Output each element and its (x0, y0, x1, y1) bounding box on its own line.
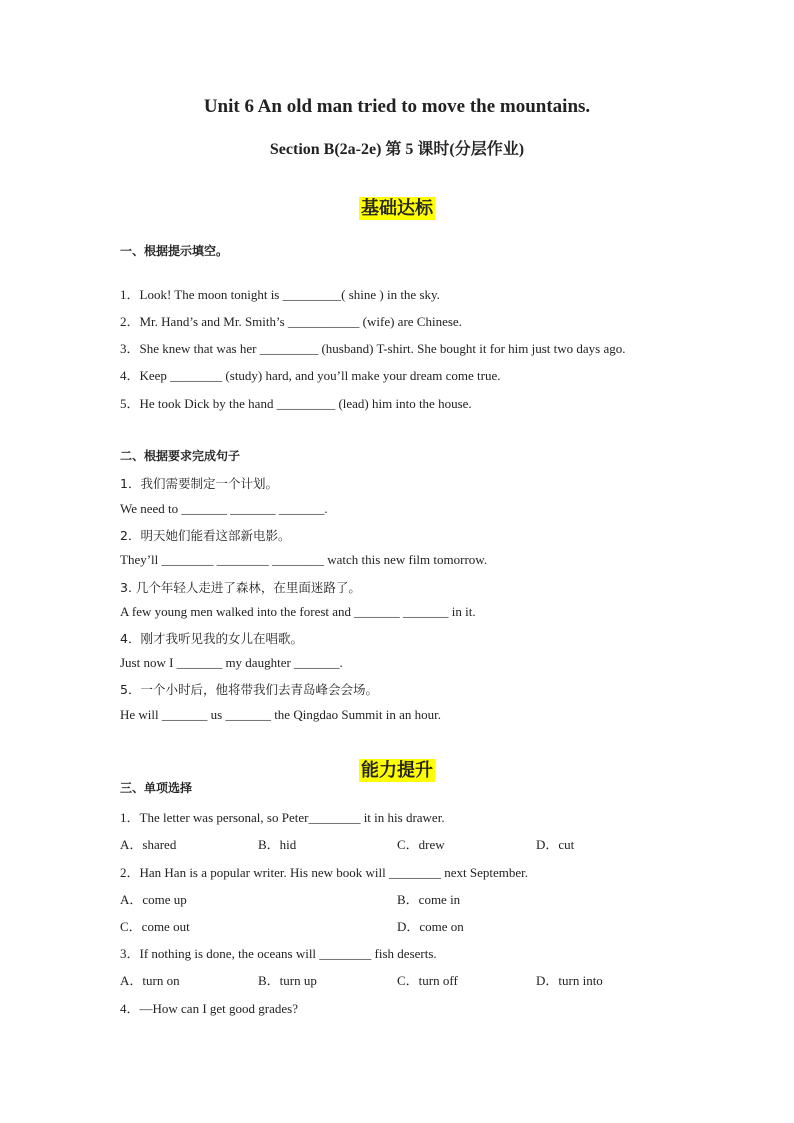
mc-q3-option-d: D．turn into (536, 973, 603, 988)
mc-q2-option-c: C．come out (120, 919, 190, 934)
fill-item-2: 2．Mr. Hand’s and Mr. Smith’s ___________ (wife) are Chinese. (120, 314, 462, 329)
level-band-advanced-label: 能力提升 (361, 760, 433, 781)
mc-question-3: 3．If nothing is done, the oceans will ________ fish deserts. (120, 946, 437, 961)
sentence-1-english: We need to _______ _______ _______. (120, 501, 328, 516)
level-band-basic (0, 194, 794, 220)
mc-q3-option-b: B．turn up (258, 973, 317, 988)
mc-question-2: 2．Han Han is a popular writer. His new book will ________ next September. (120, 865, 528, 880)
sentence-2-chinese: 2．明天她们能看这部新电影。 (120, 528, 291, 543)
mc-q2-option-a: A．come up (120, 892, 187, 907)
sentence-5-english: He will _______ us _______ the Qingdao Summit in an hour. (120, 707, 442, 722)
sentence-4-english: Just now I _______ my daughter _______. (120, 655, 343, 670)
section1-heading: 一、根据提示填空。 (120, 244, 229, 258)
fill-item-4: 4．Keep ________ (study) hard, and you’ll make your dream come true. (120, 368, 501, 383)
sentence-2-english: They’ll ________ ________ ________ watch this new film tomorrow. (120, 552, 488, 567)
mc-q1-option-b: B．hid (258, 837, 297, 852)
mc-question-1: 1．The letter was personal, so Peter________ it in his drawer. (120, 810, 445, 825)
sentence-1-chinese: 1．我们需要制定一个计划。 (120, 476, 278, 491)
mc-question-4: 4．—How can I get good grades? (120, 1001, 298, 1016)
mc-q1-option-c: C．drew (397, 837, 445, 852)
sentence-4-chinese: 4．刚才我听见我的女儿在唱歌。 (120, 631, 303, 646)
page-subtitle: Section B(2a-2e) 第 5 课时(分层作业) (269, 141, 525, 158)
mc-q2-option-d: D．come on (397, 919, 464, 934)
mc-q3-option-a: A．turn on (120, 973, 180, 988)
section3-heading: 三、单项选择 (120, 781, 193, 795)
mc-q3-option-c: C．turn off (397, 973, 458, 988)
fill-item-1: 1．Look! The moon tonight is _________( shine ) in the sky. (120, 287, 440, 302)
sentence-5-chinese: 5．一个小时后，他将带我们去青岛峰会会场。 (120, 682, 378, 697)
mc-q1-option-a: A．shared (120, 837, 177, 852)
fill-item-3: 3．She knew that was her _________ (husband) T-shirt. She bought it for him just two days ago. (120, 341, 626, 356)
mc-q1-option-d: D．cut (536, 837, 575, 852)
page-title: Unit 6 An old man tried to move the mountains. (203, 96, 591, 117)
level-band-basic-label: 基础达标 (361, 198, 433, 219)
sentence-3-chinese: 3. 几个年轻人走进了森林，在里面迷路了。 (120, 580, 361, 595)
section2-heading: 二、根据要求完成句子 (120, 449, 241, 463)
sentence-3-english: A few young men walked into the forest and _______ _______ in it. (120, 604, 476, 619)
fill-item-5: 5．He took Dick by the hand _________ (lead) him into the house. (120, 396, 472, 411)
mc-q2-option-b: B．come in (397, 892, 461, 907)
